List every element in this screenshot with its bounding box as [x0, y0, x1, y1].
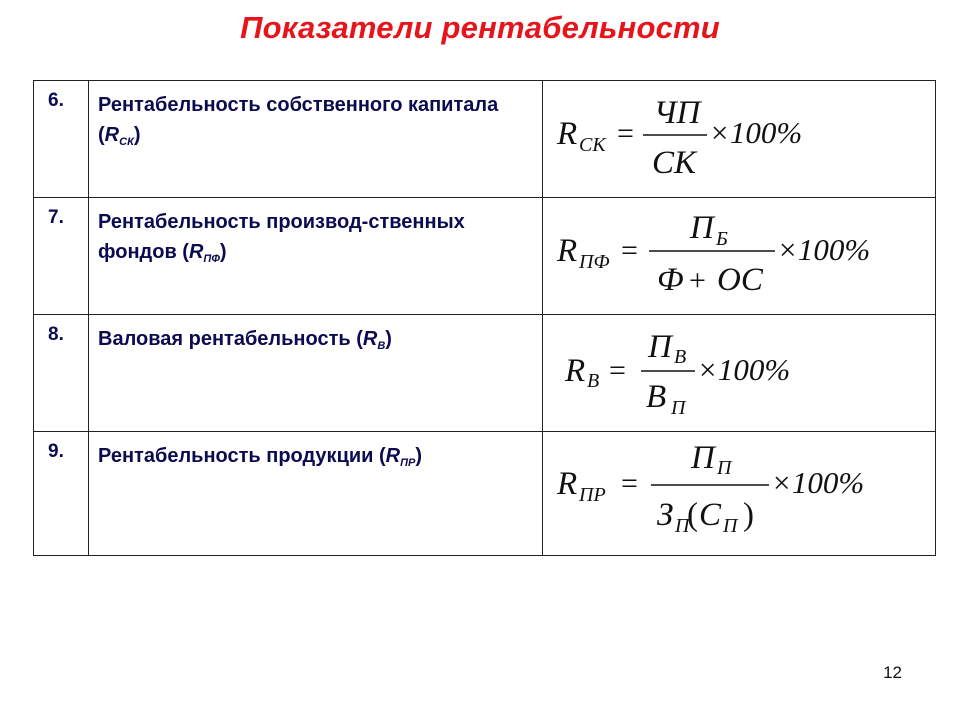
formula-denominator-b: ОС — [717, 262, 763, 298]
indicator-name-cell — [89, 432, 543, 556]
formula-multiplier: ×100% — [697, 352, 791, 387]
formula — [543, 198, 935, 314]
formula-cell — [543, 81, 936, 198]
indicator-name — [89, 198, 542, 267]
formula-lhs-sub: В — [587, 370, 600, 392]
table-row — [34, 315, 936, 432]
indicator-name — [89, 81, 542, 150]
formula-denominator-b: С — [699, 497, 722, 533]
indicator-symbol-sub: В — [377, 340, 386, 352]
indicator-name-text: Валовая рентабельность ( — [98, 328, 363, 350]
row-number-cell — [34, 315, 89, 432]
row-number-cell — [34, 432, 89, 556]
formula-equals: = — [621, 234, 638, 267]
formula-lhs-sub: СК — [579, 134, 606, 156]
profitability-table — [33, 80, 936, 556]
indicator-name-close: ) — [415, 445, 423, 467]
formula-numerator-sub: Б — [716, 228, 728, 250]
indicator-name-text: Рентабельность продукции ( — [98, 445, 386, 467]
indicator-name-close: ) — [385, 328, 392, 350]
formula-multiplier: ×100% — [709, 115, 803, 150]
indicator-name — [89, 315, 542, 354]
page-number: 12 — [883, 663, 902, 682]
indicator-name — [89, 432, 542, 471]
formula-svg — [543, 315, 937, 431]
formula-lhs-sub: ПР — [579, 484, 606, 506]
row-number-cell — [34, 198, 89, 315]
row-number: 6. — [48, 90, 64, 111]
table-row — [34, 432, 936, 556]
formula-numerator: ЧП — [653, 95, 701, 131]
formula-cell — [543, 198, 936, 315]
formula-numerator: П — [691, 440, 715, 476]
indicator-name-text: Рентабельность производ-ственных фондов ( — [98, 211, 465, 263]
indicator-symbol: R — [188, 241, 204, 263]
formula-paren-close: ) — [743, 497, 754, 533]
row-number: 7. — [48, 207, 64, 228]
formula-denominator-b-sub: П — [723, 515, 738, 537]
formula-lhs-symbol: R — [557, 466, 578, 502]
page-title: Показатели рентабельности — [240, 10, 720, 45]
indicator-name-cell — [89, 198, 543, 315]
formula-multiplier: ×100% — [777, 232, 871, 267]
formula-numerator-sub: П — [717, 457, 732, 479]
formula-denominator-a: Ф — [657, 262, 684, 298]
formula-lhs-sub: ПФ — [579, 251, 610, 273]
formula-cell — [543, 432, 936, 556]
formula — [543, 432, 935, 555]
formula-denominator: СК — [652, 145, 696, 181]
formula-equals: = — [621, 467, 638, 500]
formula-numerator: П — [648, 329, 672, 365]
row-number: 9. — [48, 441, 64, 462]
indicator-name-close: ) — [133, 124, 141, 146]
formula — [543, 81, 935, 197]
formula-svg — [543, 198, 937, 314]
formula-denominator: В — [646, 379, 667, 415]
formula-lhs-symbol: R — [557, 116, 578, 152]
formula-numerator-sub: В — [674, 346, 687, 368]
formula-denominator-sub: П — [671, 397, 686, 419]
table-row — [34, 198, 936, 315]
indicator-name-cell — [89, 81, 543, 198]
formula-cell — [543, 315, 936, 432]
indicator-symbol-sub: ПФ — [203, 253, 220, 265]
formula-equals: = — [617, 117, 634, 150]
indicator-symbol-sub: СК — [119, 136, 134, 148]
formula — [543, 315, 935, 431]
formula-lhs-symbol: R — [557, 233, 578, 269]
indicator-name-text: Рентабельность собственного капитала ( — [98, 94, 499, 146]
indicator-name-cell — [89, 315, 543, 432]
formula-equals: = — [609, 354, 626, 387]
table-row — [34, 81, 936, 198]
formula-denominator-a: З — [657, 497, 674, 533]
indicator-symbol: R — [385, 445, 401, 467]
formula-paren-open: ( — [687, 497, 698, 533]
formula-numerator: П — [690, 210, 714, 246]
formula-lhs-symbol: R — [565, 353, 586, 389]
indicator-name-close: ) — [219, 241, 227, 263]
indicator-symbol: R — [362, 328, 378, 350]
indicator-symbol: R — [104, 124, 120, 146]
formula-denominator-a-sub: П — [675, 515, 690, 537]
row-number-cell — [34, 81, 89, 198]
formula-plus: + — [689, 264, 706, 297]
indicator-symbol-sub: ПР — [400, 457, 416, 469]
formula-multiplier: ×100% — [771, 465, 865, 500]
formula-svg — [543, 432, 937, 555]
formula-svg — [543, 81, 937, 197]
row-number: 8. — [48, 324, 64, 345]
